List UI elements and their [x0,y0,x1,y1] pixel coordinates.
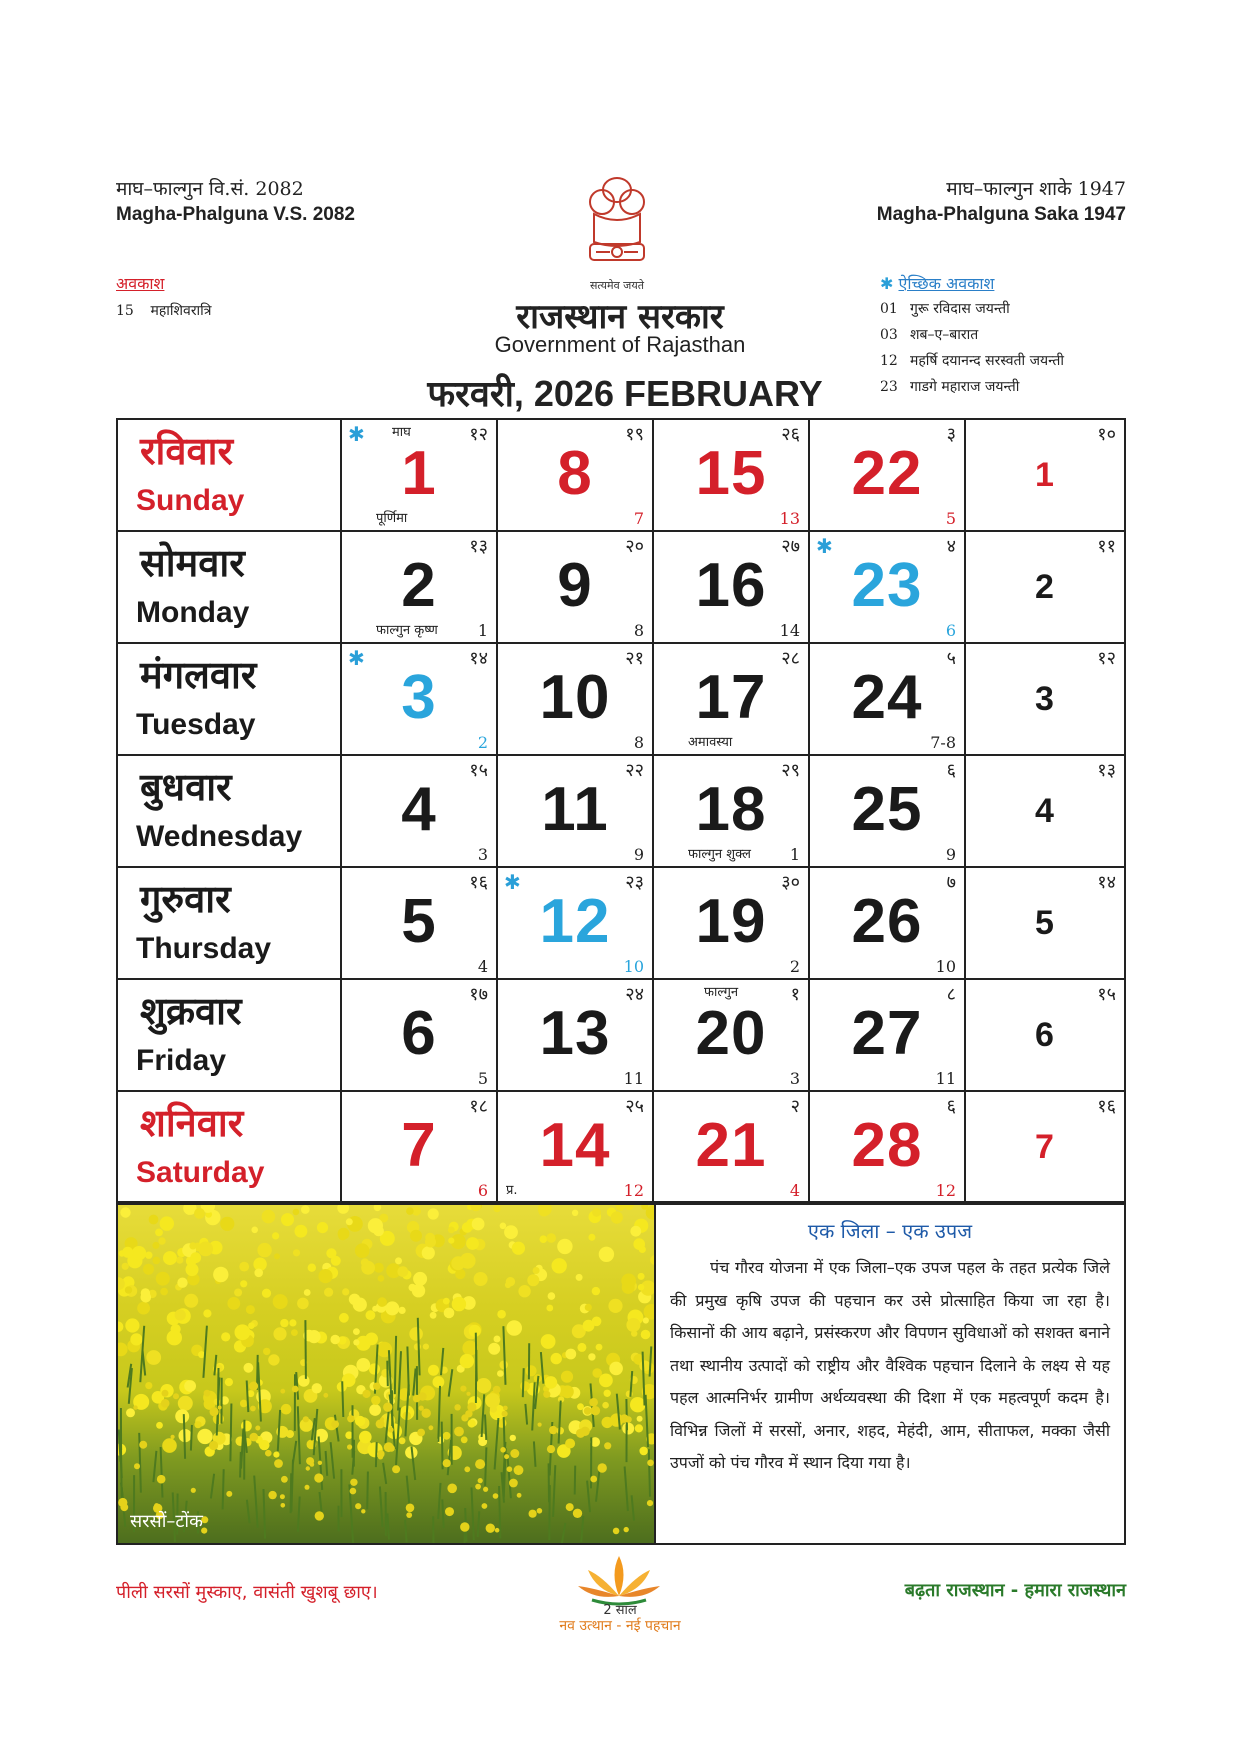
info-box [654,1203,1126,1545]
date-number: 7 [401,1111,437,1180]
tithi-note: फाल्गुन कृष्ण [376,623,438,638]
holidays-panel [116,272,212,324]
header-left [116,176,355,228]
tithi-note: पूर्णिमा [376,511,408,526]
tithi-number: ४ [946,536,956,557]
date-cell[interactable] [810,868,966,978]
info-title: एक जिला – एक उपज [807,1219,973,1243]
date-number: 3 [401,663,437,732]
mustard-field-photo [116,1203,654,1545]
tithi-number: २५ [625,1096,644,1117]
tithi-number: १८ [469,1096,488,1117]
date-number: 24 [851,663,923,732]
tithi-number: २० [625,536,644,557]
date-cell[interactable] [342,420,498,530]
national-emblem-icon [580,172,654,284]
day-name-english: Saturday [136,1156,265,1189]
logo-tagline: नव उत्थान - नई पहचान [559,1618,681,1634]
tithi-note: फाल्गुन शुक्ल [688,847,751,862]
optional-holiday-item [880,296,1064,322]
day-name-english: Tuesday [136,708,256,741]
date-number: 26 [851,887,923,956]
date-cell[interactable] [966,532,1124,642]
date-cell[interactable] [498,644,654,754]
date-number: 18 [695,775,767,844]
optional-holiday-name: गुरू रविदास जयन्ती [910,301,1010,317]
optional-holiday-item [880,348,1064,374]
lotus-logo-icon [574,1552,664,1606]
optional-holiday-item [880,374,1064,400]
paksha-day-number: 2 [477,733,488,752]
date-cell[interactable] [498,532,654,642]
date-cell[interactable] [342,868,498,978]
paksha-day-number: 8 [633,621,644,640]
date-cell[interactable] [966,644,1124,754]
tithi-number: १६ [469,872,488,893]
week-row-saturday [118,1092,1124,1204]
paksha-day-number: 9 [945,845,956,864]
paksha-day-number: 8 [633,733,644,752]
day-name-english: Friday [136,1044,227,1077]
pradosh-note: प्र. [506,1183,518,1198]
optional-holiday-star-icon: ✱ [348,422,365,446]
paksha-day-number: 6 [477,1181,488,1200]
date-number: 8 [557,439,593,508]
paksha-day-number: 5 [477,1069,488,1088]
optional-holiday-date: 03 [880,327,898,343]
date-number: 1 [401,439,437,508]
tithi-number: २१ [625,648,644,669]
day-label-cell [118,1092,342,1202]
emblem-motto: सत्यमेव जयते [589,279,644,292]
holidays-title: अवकाश [116,274,165,293]
date-number: 16 [695,551,767,620]
tithi-number: २४ [625,984,644,1005]
paksha-day-number: 6 [945,621,956,640]
optional-holiday-date: 01 [880,301,898,317]
tithi-number: २९ [781,760,800,781]
info-body: पंच गौरव योजना में एक जिला–एक उपज पहल के तहत प्रत्येक जिले की प्रमुख कृषि उपज की पहचान कर उसे प्रोत्साहित किया जा रहा है। किसानों की आय बढ़ाने, प्रसंस्करण और विपणन सुविधाओं को सशक्त बनाने तथा स्थानीय उत्पादों को राष्ट्रीय और वैश्विक पहचान दिलाने के लक्ष्य से यह पहल आत्मनिर्भर ग्रामीण अर्थव्यवस्था की दिशा में एक महत्वपूर्ण कदम है। विभिन्न जिलों में सरसों, अनार, शहद, मेहंदी, आम, सीताफल, मक्का जैसी उपजों को पंच गौरव में स्थान दिया गया है। [670,1258,1110,1472]
tithi-number: १५ [1097,984,1116,1005]
optional-holiday-name: शब–ए–बारात [910,327,979,343]
date-cell[interactable] [966,1092,1124,1202]
tithi-number: १५ [469,760,488,781]
date-cell[interactable] [498,980,654,1090]
government-title-hindi: राजस्थान सरकार [516,297,724,337]
date-cell[interactable] [654,644,810,754]
month-title: फरवरी, 2026 FEBRUARY [427,373,823,414]
paksha-day-number: 7-8 [930,733,956,752]
day-name-hindi: मंगलवार [140,652,257,697]
date-number: 2 [401,551,437,620]
date-cell[interactable] [654,980,810,1090]
date-cell[interactable] [342,644,498,754]
day-label-cell [118,420,342,530]
date-cell[interactable] [810,420,966,530]
hijri-date-number: 6 [1035,1016,1055,1054]
week-row-friday [118,980,1124,1092]
date-cell[interactable] [654,756,810,866]
tithi-number: ३० [781,872,800,893]
date-number: 25 [851,775,923,844]
hijri-date-number: 3 [1035,680,1055,718]
day-name-english: Monday [136,596,250,629]
date-number: 23 [851,551,923,620]
week-row-sunday [118,420,1124,532]
saka-hindi: माघ–फाल्गुन शाके 1947 [946,178,1126,200]
day-name-hindi: गुरुवार [140,876,231,921]
day-name-hindi: शुक्रवार [140,988,242,1033]
paksha-day-number: 1 [789,845,800,864]
date-cell[interactable] [966,868,1124,978]
date-cell[interactable] [966,980,1124,1090]
paksha-day-number: 10 [623,957,644,976]
tithi-number: १४ [469,648,488,669]
tithi-number: १४ [1097,872,1116,893]
date-number: 19 [695,887,767,956]
date-number: 11 [541,775,609,844]
date-number: 21 [695,1111,767,1180]
tithi-number: १ [790,984,800,1005]
date-number: 15 [695,439,767,508]
paksha-day-number: 9 [633,845,644,864]
day-name-english: Thursday [136,932,272,965]
paksha-day-number: 4 [477,957,488,976]
paksha-day-number: 5 [945,509,956,528]
day-label-cell [118,980,342,1090]
date-cell[interactable] [966,756,1124,866]
date-cell[interactable] [810,980,966,1090]
tithi-number: ५ [946,648,956,669]
day-name-hindi: बुधवार [140,764,232,809]
date-cell[interactable] [810,532,966,642]
date-number: 20 [695,999,767,1068]
paksha-day-number: 11 [935,1069,956,1088]
holiday-date: 15 [116,303,134,319]
date-cell[interactable] [654,420,810,530]
tithi-number: १७ [469,984,488,1005]
date-number: 9 [557,551,593,620]
tithi-number: २७ [781,536,800,557]
day-name-hindi: रविवार [140,428,234,473]
day-name-english: Sunday [136,484,245,517]
date-cell[interactable] [498,756,654,866]
paksha-day-number: 12 [935,1181,956,1200]
paksha-day-number: 11 [623,1069,644,1088]
date-cell[interactable] [342,532,498,642]
paksha-day-number: 3 [477,845,488,864]
optional-holiday-date: 23 [880,379,898,395]
date-number: 5 [401,887,437,956]
tithi-number: २३ [625,872,644,893]
hijri-date-number: 4 [1035,792,1055,830]
week-row-monday [118,532,1124,644]
date-number: 27 [851,999,923,1068]
optional-holiday-item [880,322,1064,348]
tithi-number: १६ [1097,1096,1116,1117]
tithi-number: १२ [469,424,488,445]
date-number: 13 [539,999,611,1068]
date-cell[interactable] [498,1092,654,1202]
date-cell[interactable] [654,532,810,642]
date-cell[interactable] [810,756,966,866]
date-cell[interactable] [498,868,654,978]
tithi-number: ६ [946,1096,956,1117]
tithi-number: २२ [625,760,644,781]
paksha-day-number: 1 [477,621,488,640]
header-right [877,176,1126,228]
date-cell[interactable] [342,756,498,866]
optional-holiday-star-icon: ✱ [816,534,833,558]
date-number: 4 [401,775,437,844]
date-number: 14 [539,1111,611,1180]
government-title-english: Government of Rajasthan [494,332,746,357]
optional-holiday-star-icon: ✱ [504,870,521,894]
tithi-number: २८ [781,648,800,669]
date-number: 6 [401,999,437,1068]
paksha-day-number: 3 [789,1069,800,1088]
footer-slogan-right: बढ़ता राजस्थान - हमारा राजस्थान [904,1580,1126,1601]
tithi-number: १९ [625,424,644,445]
optional-holiday-date: 12 [880,353,898,369]
week-row-tuesday [118,644,1124,756]
date-number: 10 [539,663,611,732]
week-row-thursday [118,868,1124,980]
paksha-day-number: 12 [623,1181,644,1200]
tithi-number: १२ [1097,648,1116,669]
day-name-hindi: सोमवार [140,540,245,585]
optional-holiday-star-icon: ✱ [348,646,365,670]
tithi-number: १३ [1097,760,1116,781]
day-name-hindi: शनिवार [140,1100,244,1145]
date-number: 28 [851,1111,923,1180]
tithi-number: १० [1097,424,1116,445]
paksha-day-number: 7 [633,509,644,528]
mustard-flowers-image [118,1205,654,1545]
date-number: 17 [695,663,767,732]
date-cell[interactable] [342,1092,498,1202]
hijri-date-number: 5 [1035,904,1055,942]
optional-holiday-name: गाडगे महाराज जयन्ती [910,379,1020,395]
paksha-day-number: 4 [789,1181,800,1200]
day-name-english: Wednesday [136,820,303,853]
tithi-number: ७ [946,872,956,893]
logo-years: 2 साल [603,1603,637,1618]
samvat-english: Magha-Phalguna V.S. 2082 [116,204,355,225]
hijri-date-number: 7 [1035,1128,1055,1166]
optional-star-icon: ✱ [880,274,894,293]
month-note: माघ [392,425,411,440]
date-cell[interactable] [654,868,810,978]
tithi-number: १३ [469,536,488,557]
tithi-number: ६ [946,760,956,781]
paksha-day-number: 10 [935,957,956,976]
date-cell[interactable] [654,1092,810,1202]
week-row-wednesday [118,756,1124,868]
holiday-item [116,298,212,324]
hijri-date-number: 2 [1035,568,1055,606]
paksha-day-number: 2 [789,957,800,976]
tithi-number: २६ [781,424,800,445]
paksha-day-number: 13 [779,509,800,528]
samvat-hindi: माघ–फाल्गुन वि.सं. 2082 [116,178,304,200]
date-cell[interactable] [966,420,1124,530]
tithi-note: अमावस्या [688,735,733,750]
photo-caption: सरसों–टोंक [130,1511,203,1532]
day-label-cell [118,532,342,642]
day-label-cell [118,756,342,866]
date-number: 22 [851,439,923,508]
date-cell[interactable] [342,980,498,1090]
calendar-grid [116,418,1126,1203]
saka-english: Magha-Phalguna Saka 1947 [876,204,1126,225]
optional-holidays-title: ऐच्छिक अवकाश [898,274,995,293]
date-cell[interactable] [810,1092,966,1202]
date-cell[interactable] [810,644,966,754]
month-note: फाल्गुन [704,985,739,1000]
tithi-number: ३ [946,424,956,445]
holiday-name: महाशिवरात्रि [150,303,212,319]
tithi-number: ११ [1097,536,1116,557]
tithi-number: ८ [946,984,956,1005]
tithi-number: २ [790,1096,800,1117]
footer-slogan-left: पीली सरसों मुस्काए, वासंती खुशबू छाए। [116,1582,378,1603]
day-label-cell [118,868,342,978]
optional-holiday-name: महर्षि दयानन्द सरस्वती जयन्ती [910,353,1065,369]
date-number: 12 [539,887,611,956]
day-label-cell [118,644,342,754]
paksha-day-number: 14 [779,621,800,640]
hijri-date-number: 1 [1035,456,1055,494]
optional-holidays-panel [880,272,1064,400]
date-cell[interactable] [498,420,654,530]
